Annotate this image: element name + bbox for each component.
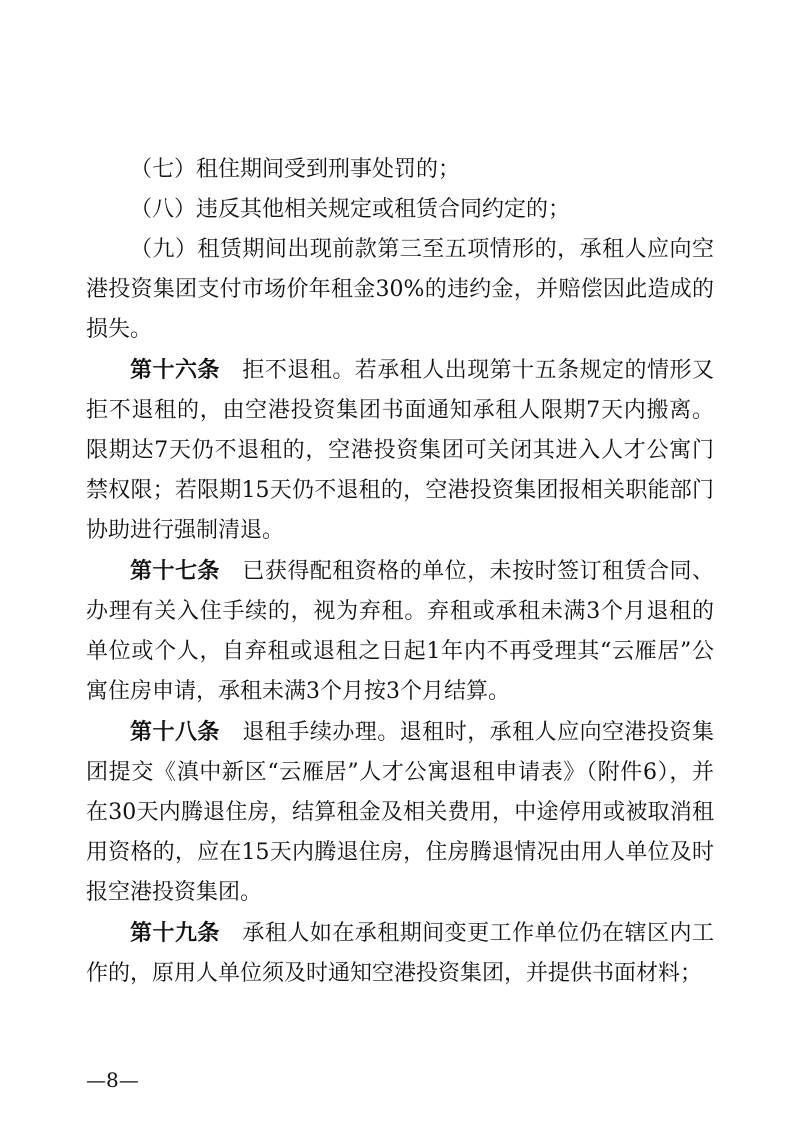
document-body xyxy=(86,150,714,994)
article-heading: 第十七条 xyxy=(130,558,220,584)
article-18 xyxy=(86,712,714,913)
clause-9 xyxy=(86,230,714,350)
article-19 xyxy=(86,913,714,994)
article-heading: 第十八条 xyxy=(130,719,220,745)
article-17 xyxy=(86,551,714,712)
clause-text: （九）租赁期间出现前款第三至五项情形的，承租人应向空港投资集团支付市场价年租金30%的违约金，并赔偿因此造成的损失。 xyxy=(86,237,714,342)
clause-8 xyxy=(86,190,714,230)
clause-text: （七）租住期间受到刑事处罚的； xyxy=(130,157,461,182)
clause-text: （八）违反其他相关规定或租赁合同约定的； xyxy=(130,197,571,222)
article-heading: 第十六条 xyxy=(130,357,220,383)
article-text: 拒不退租。若承租人出现第十五条规定的情形又拒不退租的，由空港投资集团书面通知承租人限期7天内搬离。限期达7天仍不退租的，空港投资集团可关闭其进入人才公寓门禁权限；若限期15天仍不退租的，空港投资集团报相关职能部门协助进行强制清退。 xyxy=(86,358,714,543)
article-heading: 第十九条 xyxy=(130,920,220,946)
article-text: 承租人如在承租期间变更工作单位仍在辖区内工作的，原用人单位须及时通知空港投资集团，并提供书面材料； xyxy=(86,921,714,986)
clause-7 xyxy=(86,150,714,190)
page-number: —8— xyxy=(86,1068,139,1092)
article-text: 退租手续办理。退租时，承租人应向空港投资集团提交《滇中新区“云雁居”人才公寓退租申请表》（附件6），并在30天内腾退住房，结算租金及相关费用，中途停用或被取消租用资格的，应在15天内腾退住房，住房腾退情况由用人单位及时报空港投资集团。 xyxy=(86,720,714,905)
article-16 xyxy=(86,350,714,551)
article-text: 已获得配租资格的单位，未按时签订租赁合同、办理有关入住手续的，视为弃租。弃租或承租未满3个月退租的单位或个人，自弃租或退租之日起1年内不再受理其“云雁居”公寓住房申请，承租未满3个月按3个月结算。 xyxy=(86,559,714,704)
